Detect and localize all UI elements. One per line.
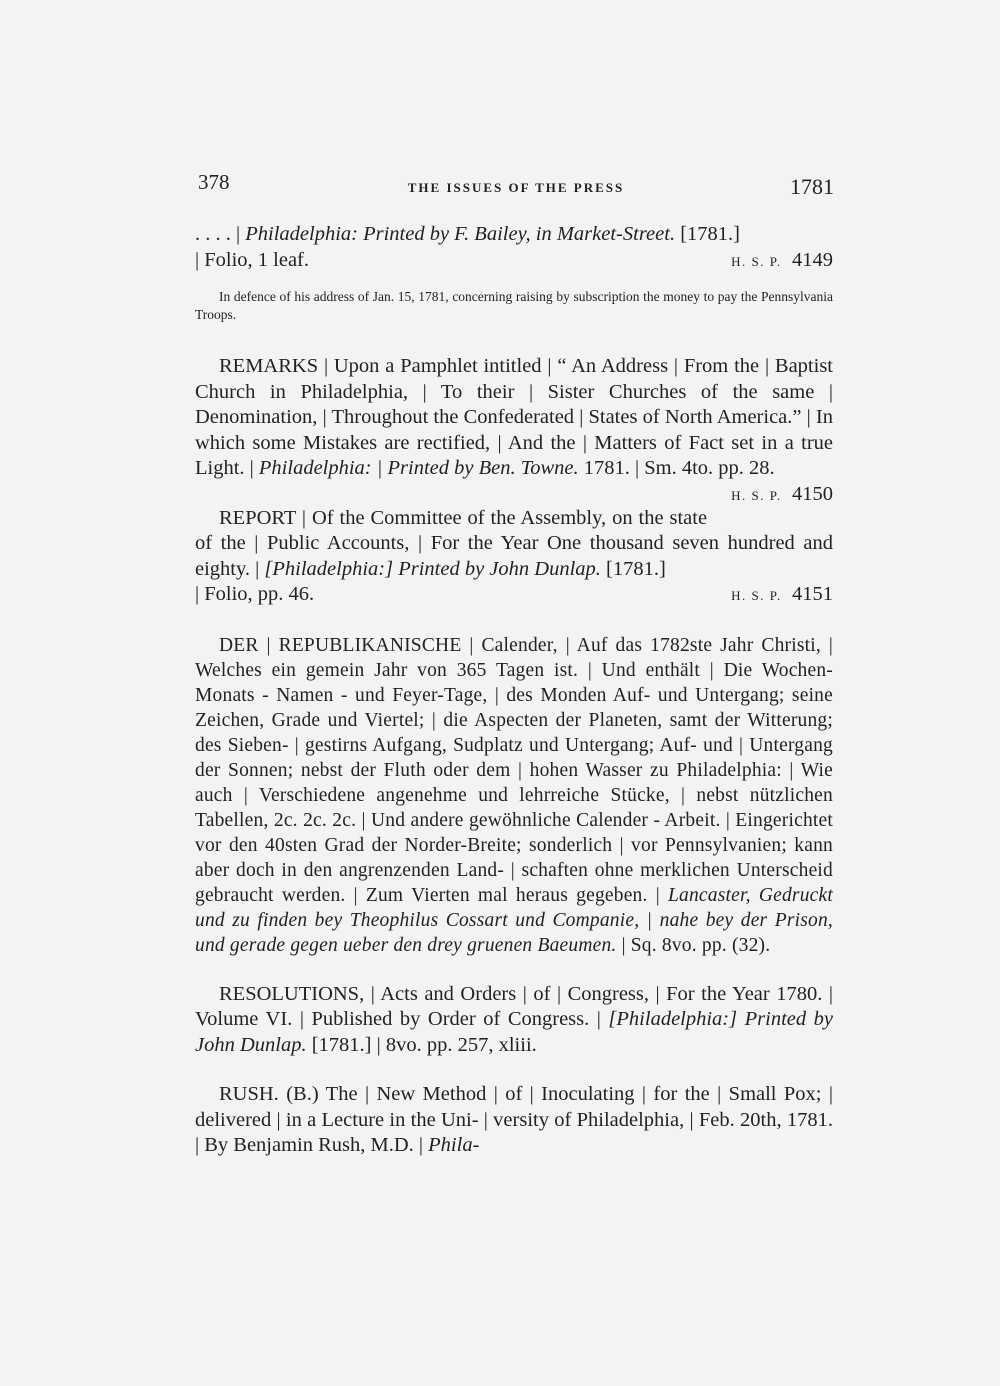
imprint-date: [1781.] — [675, 223, 740, 245]
entry-prefix: . . . . | — [195, 223, 246, 245]
entry-resolutions — [195, 982, 833, 1059]
imprint-date: [1781.] — [600, 557, 666, 580]
library-code: H. S. P. — [731, 487, 782, 503]
imprint: Lancaster, Gedruckt und zu finden bey Theophilus Cossart und Companie, | nahe bey der Prison, und gerade gegen ueber den drey gruenen Baeumen. — [195, 884, 833, 956]
entry-4149 — [195, 222, 833, 274]
entry-4150 — [195, 354, 833, 505]
entry-line — [195, 582, 833, 609]
entry-number: 4151 — [792, 583, 833, 605]
holding — [731, 248, 833, 275]
collation: 1781. | Sm. 4to. pp. 28. — [578, 457, 775, 479]
title: DER | REPUBLIKANISCHE | Calender, | Auf das 1782ste Jahr Christi, | Welches ein gemein Jahr von 365 Tagen ist. | Und enthält | Die Wochen- Monats - Namen - und Feyer-Tage, | des Monden Auf- und Untergang; seine Zeichen, Grade und Viertel; | die Aspecten der Planeten, samt der Witterung; des Sieben- | gestirns Aufgang, Sudplatz und Untergang; Auf- und | Untergang der Sonnen; nebst der Fluth oder dem | hohen Wasser zu Philadelphia: | Wie auch | Verschiedene angenehme und lehrreiche Stücke, | nebst nützlichen Tabellen, 2c. 2c. 2c. | Und andere gewöhnliche Calender - Arbeit. | Eingerichtet vor den 40sten Grad der Norder-Breite; sonderlich | vor Pennsylvanien; kann aber doch in den angrenzenden Land- | schaften ohne merklichen Unterscheid gebraucht werden. | Zum Vierten mal heraus gegeben. | — [195, 634, 833, 906]
entry-line — [195, 222, 833, 248]
imprint: [Philadelphia:] Printed by John Dunlap. — [264, 557, 601, 580]
holding — [731, 582, 833, 609]
title: REMARKS | Upon a Pamphlet intitled | “ An Address | From the | Baptist Church in Philadelphia, | To their | Sister Churches of the same | Denomination, | Throughout the Confederated | States of North America.” | In which some Mistakes are rectified, | And the | Matters of Fact set in a true Light. | — [195, 355, 833, 479]
imprint: Philadelphia: | Printed by Ben. Towne. — [258, 457, 579, 479]
running-title: THE ISSUES OF THE PRESS — [407, 180, 625, 195]
page-number: 378 — [198, 170, 230, 194]
page-header — [198, 170, 834, 200]
title: RESOLUTIONS, | Acts and Orders | of | Congress, | For the Year 1780. | Volume VI. | Published by Order of Congress. | — [195, 982, 833, 1030]
entry-text — [195, 506, 833, 583]
entry-text — [195, 354, 833, 505]
library-code: H. S. P. — [731, 253, 782, 269]
collation: [1781.] | 8vo. pp. 257, xliii. — [306, 1033, 537, 1056]
holding — [707, 482, 833, 509]
entry-text — [195, 982, 833, 1059]
imprint: [Philadelphia:] Printed by John Dunlap. — [195, 1008, 833, 1056]
header-year: 1781 — [790, 174, 834, 199]
title: RUSH. (B.) The | New Method | of | Inoculating | for the | Small Pox; | delivered | in a Lecture in the Uni- | versity of Philadelphia, | Feb. 20th, 1781. | By Benjamin Rush, M.D. | — [195, 1083, 833, 1156]
imprint: Philadelphia: Printed by F. Bailey, in Market-Street. — [245, 223, 676, 245]
title: REPORT | Of the Committee of the Assembly, on the state of the | Public Accounts, | For the Year One thousand seven hundred and eighty. | — [195, 506, 833, 580]
entry-text — [195, 633, 833, 958]
format: | Folio, 1 leaf. — [195, 248, 309, 271]
entry-line — [195, 248, 833, 275]
entry-number: 4149 — [792, 248, 833, 271]
page-content — [195, 222, 833, 1183]
entry-rush — [195, 1082, 833, 1159]
entry-text — [195, 1082, 833, 1159]
entry-note: In defence of his address of Jan. 15, 1781, concerning raising by subscription the money to pay the Pennsylvania Troops. — [195, 289, 833, 322]
entry-4151 — [195, 506, 833, 609]
entry-calender — [195, 633, 833, 958]
collation: | Sq. 8vo. pp. (32). — [616, 934, 771, 956]
format: | Folio, pp. 46. — [195, 583, 315, 605]
imprint: Phila- — [428, 1134, 480, 1156]
entry-number: 4150 — [792, 482, 833, 505]
library-code: H. S. P. — [731, 588, 782, 603]
